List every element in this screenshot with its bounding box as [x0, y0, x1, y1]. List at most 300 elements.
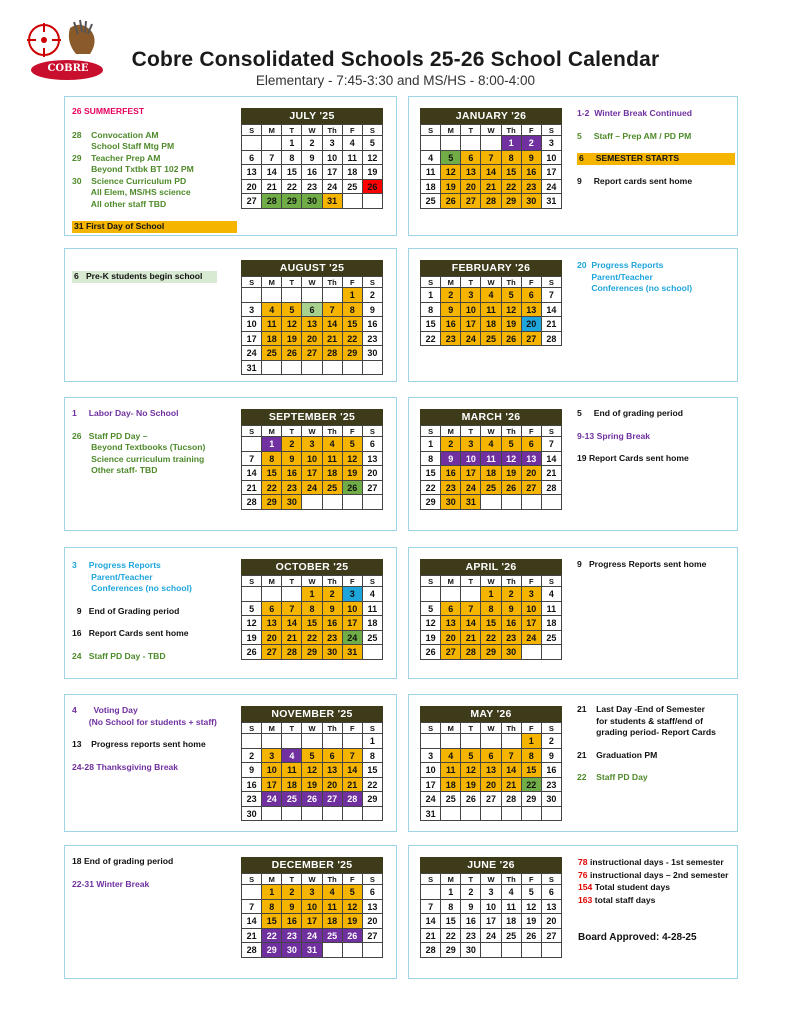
- note-item: 20 Progress Reports Parent/Teacher Conferences (no school): [577, 260, 693, 293]
- day-cell: 4: [343, 136, 363, 151]
- calendar-jun: [420, 857, 562, 958]
- month-grid: [420, 722, 562, 821]
- day-cell: 14: [323, 317, 343, 332]
- day-cell: 17: [302, 466, 322, 481]
- notes-aug: [72, 271, 217, 294]
- day-cell: 13: [323, 763, 343, 778]
- day-cell: 15: [343, 317, 363, 332]
- day-cell: 16: [323, 616, 343, 631]
- day-cell: 9: [502, 602, 522, 617]
- day-name: S: [421, 125, 441, 136]
- day-cell: 28: [542, 481, 562, 496]
- day-cell: 11: [363, 602, 383, 617]
- day-cell: 4: [421, 151, 441, 166]
- note-item: 9 End of Grading period: [72, 605, 180, 616]
- day-cell: 15: [522, 763, 542, 778]
- day-cell: 17: [242, 332, 262, 347]
- day-name: F: [522, 723, 542, 734]
- day-cell: 28: [242, 495, 262, 510]
- day-name: Th: [502, 723, 522, 734]
- day-cell: 28: [282, 645, 302, 660]
- day-name: S: [421, 723, 441, 734]
- day-cell: 26: [441, 194, 461, 209]
- day-cell: 29: [502, 194, 522, 209]
- month-title: JANUARY '26: [420, 108, 562, 124]
- empty-cell: [522, 943, 542, 958]
- day-cell: 6: [522, 288, 542, 303]
- day-name: S: [542, 125, 562, 136]
- day-cell: 13: [542, 900, 562, 915]
- day-cell: 3: [242, 303, 262, 318]
- day-cell: 1: [282, 136, 302, 151]
- day-name: T: [461, 874, 481, 885]
- day-cell: 24: [262, 792, 282, 807]
- day-cell: 28: [542, 332, 562, 347]
- notes-mar: [577, 408, 735, 476]
- day-cell: 11: [421, 165, 441, 180]
- day-name: Th: [323, 426, 343, 437]
- day-cell: 14: [502, 763, 522, 778]
- day-name: S: [363, 874, 383, 885]
- day-name: T: [461, 576, 481, 587]
- day-name: S: [542, 277, 562, 288]
- day-cell: 17: [461, 317, 481, 332]
- day-cell: 14: [242, 466, 262, 481]
- calendar-feb: [420, 260, 562, 346]
- empty-cell: [421, 136, 441, 151]
- day-cell: 8: [363, 749, 383, 764]
- day-name: F: [343, 426, 363, 437]
- day-cell: 8: [522, 749, 542, 764]
- day-cell: 16: [461, 914, 481, 929]
- day-cell: 8: [421, 452, 441, 467]
- day-cell: 22: [302, 631, 322, 646]
- day-cell: 10: [542, 151, 562, 166]
- day-cell: 10: [522, 602, 542, 617]
- day-cell: 31: [323, 194, 343, 209]
- day-cell: 13: [441, 616, 461, 631]
- month-title: JUNE '26: [420, 857, 562, 873]
- day-cell: 1: [343, 288, 363, 303]
- day-cell: 7: [502, 749, 522, 764]
- day-cell: 1: [502, 136, 522, 151]
- day-cell: 24: [242, 346, 262, 361]
- note-item: 13 Progress reports sent home: [72, 739, 206, 749]
- day-cell: 26: [502, 332, 522, 347]
- day-name: S: [242, 874, 262, 885]
- day-cell: 18: [282, 778, 302, 793]
- empty-cell: [343, 943, 363, 958]
- empty-cell: [323, 943, 343, 958]
- month-grid: [241, 575, 383, 660]
- page-subtitle: Elementary - 7:45-3:30 and MS/HS - 8:00-4:00: [255, 73, 536, 88]
- day-name: S: [363, 125, 383, 136]
- day-cell: 3: [461, 288, 481, 303]
- day-cell: 29: [481, 645, 501, 660]
- calendar-dec: [241, 857, 383, 958]
- notes-oct: [72, 560, 237, 673]
- day-cell: 16: [282, 914, 302, 929]
- month-grid: [241, 722, 383, 821]
- day-cell: 10: [323, 151, 343, 166]
- day-cell: 18: [323, 466, 343, 481]
- day-cell: 22: [262, 481, 282, 496]
- month-title: SEPTEMBER '25: [241, 409, 383, 425]
- day-cell: 19: [461, 778, 481, 793]
- day-cell: 14: [421, 914, 441, 929]
- day-cell: 18: [441, 778, 461, 793]
- empty-cell: [262, 587, 282, 602]
- day-cell: 4: [481, 288, 501, 303]
- day-cell: 15: [421, 317, 441, 332]
- day-cell: 15: [441, 914, 461, 929]
- day-cell: 30: [363, 346, 383, 361]
- day-cell: 22: [481, 631, 501, 646]
- day-cell: 11: [481, 303, 501, 318]
- notes-apr: [577, 559, 735, 582]
- day-cell: 2: [441, 288, 461, 303]
- notes-sep: [72, 408, 237, 488]
- day-cell: 25: [282, 792, 302, 807]
- day-cell: 12: [302, 763, 322, 778]
- day-cell: 26: [502, 481, 522, 496]
- summary-line-4: 163 total staff days: [578, 894, 656, 905]
- day-cell: 30: [441, 495, 461, 510]
- day-cell: 4: [502, 885, 522, 900]
- day-name: F: [343, 576, 363, 587]
- day-name: M: [262, 426, 282, 437]
- day-cell: 3: [323, 136, 343, 151]
- day-cell: 7: [542, 288, 562, 303]
- empty-cell: [421, 734, 441, 749]
- day-cell: 10: [461, 452, 481, 467]
- empty-cell: [363, 361, 383, 376]
- month-title: MARCH '26: [420, 409, 562, 425]
- day-cell: 9: [363, 303, 383, 318]
- day-name: F: [522, 576, 542, 587]
- empty-cell: [242, 437, 262, 452]
- empty-cell: [363, 194, 383, 209]
- cobre-logo: COBRE: [26, 18, 108, 84]
- note-item: 26 SUMMERFEST: [72, 106, 145, 116]
- day-cell: 3: [542, 136, 562, 151]
- day-cell: 8: [262, 900, 282, 915]
- day-cell: 19: [343, 914, 363, 929]
- day-name: W: [481, 125, 501, 136]
- month-title: JULY '25: [241, 108, 383, 124]
- empty-cell: [522, 645, 542, 660]
- notes-jan: [577, 108, 735, 198]
- day-cell: 2: [461, 885, 481, 900]
- empty-cell: [262, 734, 282, 749]
- month-grid: [420, 425, 562, 510]
- day-cell: 19: [282, 332, 302, 347]
- day-cell: 14: [343, 763, 363, 778]
- day-cell: 19: [421, 631, 441, 646]
- day-cell: 9: [441, 452, 461, 467]
- empty-cell: [542, 943, 562, 958]
- day-name: F: [522, 426, 542, 437]
- calendar-sep: [241, 409, 383, 510]
- day-cell: 2: [363, 288, 383, 303]
- calendar-jul: [241, 108, 383, 209]
- day-name: M: [441, 277, 461, 288]
- day-name: S: [363, 426, 383, 437]
- day-cell: 23: [441, 481, 461, 496]
- empty-cell: [282, 288, 302, 303]
- day-cell: 3: [302, 437, 322, 452]
- day-cell: 19: [522, 914, 542, 929]
- day-cell: 10: [461, 303, 481, 318]
- month-title: AUGUST '25: [241, 260, 383, 276]
- day-cell: 8: [502, 151, 522, 166]
- day-cell: 30: [542, 792, 562, 807]
- day-cell: 6: [242, 151, 262, 166]
- day-cell: 18: [343, 165, 363, 180]
- month-grid: [241, 124, 383, 209]
- empty-cell: [323, 734, 343, 749]
- empty-cell: [323, 807, 343, 822]
- empty-cell: [363, 495, 383, 510]
- note-item: 24 Staff PD Day - TBD: [72, 650, 166, 661]
- month-grid: [420, 276, 562, 346]
- day-cell: 24: [461, 332, 481, 347]
- day-cell: 7: [262, 151, 282, 166]
- day-cell: 20: [522, 466, 542, 481]
- day-cell: 19: [441, 180, 461, 195]
- day-cell: 28: [502, 792, 522, 807]
- summary-line-3: 154 Total student days: [578, 882, 671, 892]
- day-name: M: [262, 874, 282, 885]
- day-cell: 2: [302, 136, 322, 151]
- day-name: T: [282, 723, 302, 734]
- empty-cell: [242, 734, 262, 749]
- day-name: Th: [502, 426, 522, 437]
- day-cell: 7: [242, 900, 262, 915]
- calendar-may: [420, 706, 562, 821]
- day-name: S: [421, 277, 441, 288]
- day-cell: 16: [441, 466, 461, 481]
- day-cell: 29: [282, 194, 302, 209]
- month-title: APRIL '26: [420, 559, 562, 575]
- day-cell: 9: [282, 900, 302, 915]
- day-cell: 22: [441, 929, 461, 944]
- day-cell: 17: [522, 616, 542, 631]
- empty-cell: [343, 734, 363, 749]
- empty-cell: [461, 807, 481, 822]
- day-cell: 10: [302, 900, 322, 915]
- empty-cell: [441, 807, 461, 822]
- day-cell: 5: [363, 136, 383, 151]
- day-cell: 11: [542, 602, 562, 617]
- calendar-mar: [420, 409, 562, 510]
- day-cell: 28: [461, 645, 481, 660]
- day-cell: 27: [441, 645, 461, 660]
- day-name: W: [302, 874, 322, 885]
- day-cell: 21: [262, 180, 282, 195]
- note-item: 22 Staff PD Day: [577, 772, 648, 782]
- empty-cell: [441, 136, 461, 151]
- day-cell: 23: [282, 481, 302, 496]
- day-cell: 25: [363, 631, 383, 646]
- day-cell: 23: [461, 929, 481, 944]
- day-cell: 7: [421, 900, 441, 915]
- day-cell: 20: [441, 631, 461, 646]
- day-cell: 16: [542, 763, 562, 778]
- month-title: FEBRUARY '26: [420, 260, 562, 276]
- day-name: S: [242, 277, 262, 288]
- day-cell: 9: [461, 900, 481, 915]
- day-cell: 13: [262, 616, 282, 631]
- day-cell: 19: [363, 165, 383, 180]
- day-cell: 10: [242, 317, 262, 332]
- day-cell: 29: [421, 495, 441, 510]
- day-cell: 18: [481, 317, 501, 332]
- day-cell: 24: [481, 929, 501, 944]
- day-cell: 6: [461, 151, 481, 166]
- day-cell: 7: [242, 452, 262, 467]
- day-cell: 15: [481, 616, 501, 631]
- day-cell: 2: [242, 749, 262, 764]
- day-cell: 22: [502, 180, 522, 195]
- day-cell: 13: [522, 452, 542, 467]
- day-cell: 7: [481, 151, 501, 166]
- day-name: T: [461, 277, 481, 288]
- summary-line-1: 78 instructional days - 1st semester: [578, 857, 724, 867]
- day-cell: 26: [282, 346, 302, 361]
- day-cell: 6: [542, 885, 562, 900]
- day-cell: 24: [302, 929, 322, 944]
- empty-cell: [302, 734, 322, 749]
- day-cell: 15: [262, 914, 282, 929]
- day-cell: 25: [323, 481, 343, 496]
- day-name: F: [522, 125, 542, 136]
- day-cell: 7: [542, 437, 562, 452]
- empty-cell: [242, 587, 262, 602]
- day-cell: 14: [282, 616, 302, 631]
- day-name: S: [542, 723, 562, 734]
- day-cell: 10: [343, 602, 363, 617]
- day-name: S: [542, 426, 562, 437]
- day-name: Th: [502, 874, 522, 885]
- empty-cell: [363, 943, 383, 958]
- month-title: MAY '26: [420, 706, 562, 722]
- day-cell: 12: [282, 317, 302, 332]
- day-cell: 28: [481, 194, 501, 209]
- note-item: 26 Staff PD Day – Beyond Textbooks (Tucson) Science curriculum training Other staff- TBD: [72, 430, 206, 475]
- day-cell: 23: [441, 332, 461, 347]
- empty-cell: [363, 645, 383, 660]
- day-cell: 31: [542, 194, 562, 209]
- day-cell: 9: [542, 749, 562, 764]
- day-name: F: [522, 277, 542, 288]
- day-cell: 6: [262, 602, 282, 617]
- day-name: M: [262, 723, 282, 734]
- day-cell: 29: [441, 943, 461, 958]
- day-cell: 17: [461, 466, 481, 481]
- day-cell: 16: [242, 778, 262, 793]
- day-name: F: [343, 125, 363, 136]
- day-cell: 8: [343, 303, 363, 318]
- day-cell: 30: [323, 645, 343, 660]
- month-title: DECEMBER '25: [241, 857, 383, 873]
- day-cell: 5: [522, 885, 542, 900]
- day-cell: 19: [302, 778, 322, 793]
- empty-cell: [343, 361, 363, 376]
- day-cell: 12: [343, 452, 363, 467]
- day-cell: 31: [461, 495, 481, 510]
- day-cell: 24: [302, 481, 322, 496]
- day-name: W: [481, 576, 501, 587]
- empty-cell: [323, 495, 343, 510]
- day-cell: 21: [282, 631, 302, 646]
- day-cell: 27: [363, 929, 383, 944]
- day-cell: 19: [502, 466, 522, 481]
- day-cell: 10: [481, 900, 501, 915]
- day-cell: 5: [343, 885, 363, 900]
- day-name: S: [242, 125, 262, 136]
- day-cell: 21: [323, 332, 343, 347]
- day-cell: 8: [262, 452, 282, 467]
- day-cell: 27: [481, 792, 501, 807]
- empty-cell: [481, 734, 501, 749]
- day-cell: 11: [481, 452, 501, 467]
- day-cell: 1: [421, 288, 441, 303]
- day-cell: 18: [542, 616, 562, 631]
- day-cell: 9: [522, 151, 542, 166]
- day-cell: 24: [323, 180, 343, 195]
- note-item: 1 Labor Day- No School: [72, 408, 179, 418]
- day-name: M: [262, 576, 282, 587]
- day-cell: 3: [461, 437, 481, 452]
- empty-cell: [542, 495, 562, 510]
- day-cell: 27: [363, 481, 383, 496]
- empty-cell: [481, 495, 501, 510]
- day-cell: 7: [343, 749, 363, 764]
- day-name: Th: [323, 125, 343, 136]
- month-grid: [420, 575, 562, 660]
- day-name: W: [302, 125, 322, 136]
- empty-cell: [282, 734, 302, 749]
- day-cell: 10: [302, 452, 322, 467]
- day-cell: 14: [542, 452, 562, 467]
- day-cell: 25: [323, 929, 343, 944]
- day-cell: 12: [502, 452, 522, 467]
- day-cell: 5: [343, 437, 363, 452]
- day-cell: 15: [262, 466, 282, 481]
- day-name: S: [421, 874, 441, 885]
- empty-cell: [343, 495, 363, 510]
- day-cell: 15: [502, 165, 522, 180]
- day-cell: 26: [343, 929, 363, 944]
- day-cell: 31: [302, 943, 322, 958]
- day-cell: 21: [242, 481, 262, 496]
- note-item: 9 Progress Reports sent home: [577, 559, 707, 569]
- day-cell: 1: [441, 885, 461, 900]
- day-cell: 27: [242, 194, 262, 209]
- day-name: S: [242, 723, 262, 734]
- day-cell: 31: [343, 645, 363, 660]
- day-cell: 20: [522, 317, 542, 332]
- day-cell: 18: [502, 914, 522, 929]
- day-cell: 21: [242, 929, 262, 944]
- day-cell: 24: [461, 481, 481, 496]
- day-cell: 12: [242, 616, 262, 631]
- empty-cell: [542, 807, 562, 822]
- day-name: W: [481, 277, 501, 288]
- notes-nov: [72, 705, 237, 784]
- day-cell: 17: [262, 778, 282, 793]
